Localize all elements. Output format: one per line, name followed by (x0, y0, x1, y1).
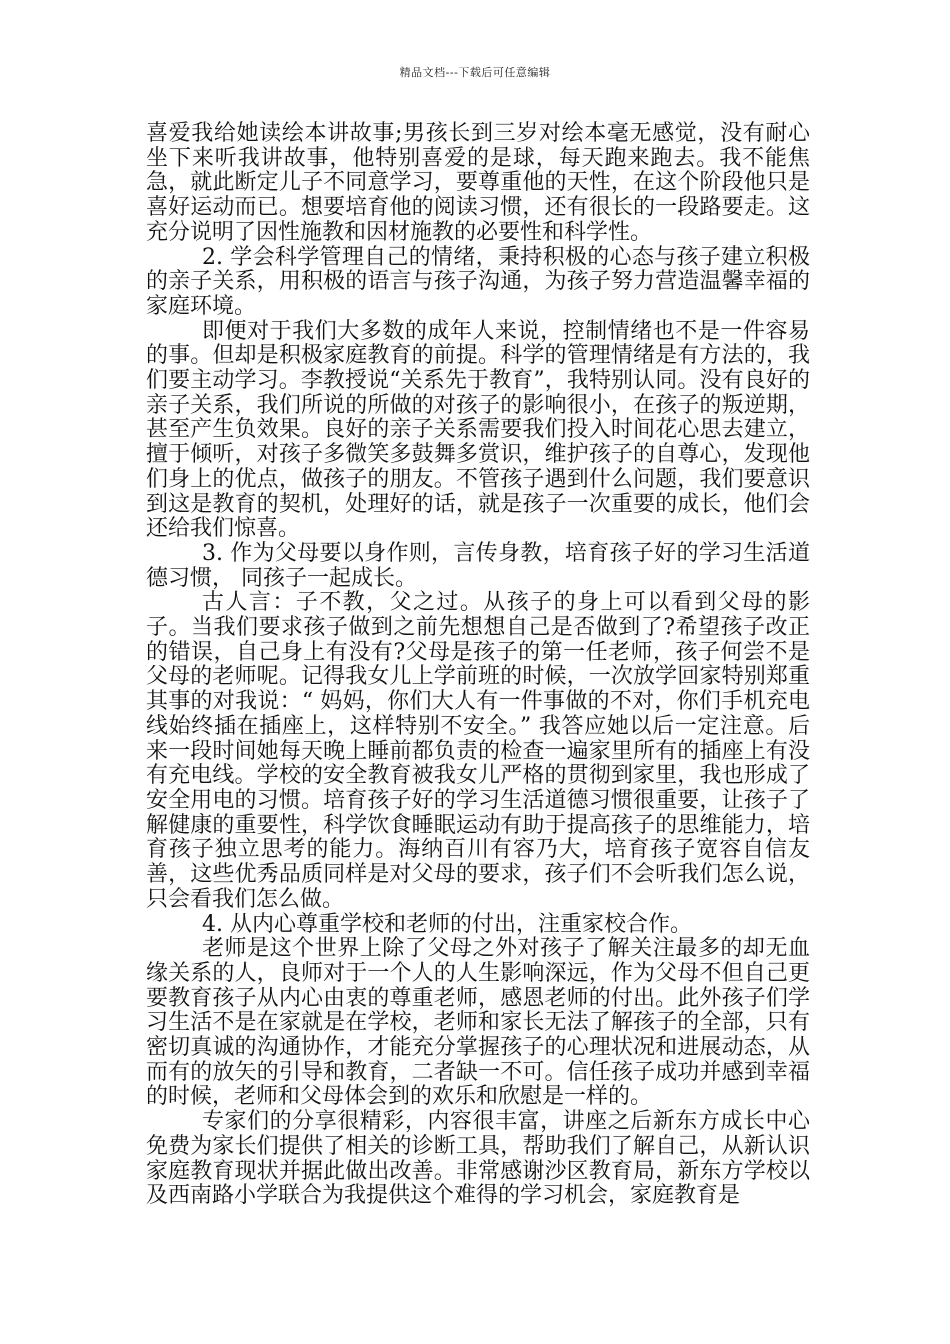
page-header: 精品文档---下载后可任意编辑 (399, 66, 551, 79)
paragraph-6: 4. 从内心尊重学校和老师的付出，注重家校合作。 (202, 911, 692, 937)
paragraph-7: 老师是这个世界上除了父母之外对孩子了解关注最多的却无血缘关系的人，良师对于一个人的人生影响深远，作为父母不但自己更要教育孩子从内心由衷的尊重老师，感恩老师的付出。此外孩子们学习生活不是在家就是在学校，老师和家长无法了解孩子的全部，只有密切真诚的沟通协作，才能充分掌握孩子的心理状况和进展动态，从而有的放矢的引导和教育，二者缺一不可。信任孩子成功并感到幸福的时候，老师和父母体会到的欢乐和欣慰是一样的。 (146, 936, 810, 1110)
paragraph-5: 古人言：子不教，父之过。从孩子的身上可以看到父母的影子。当我们要求孩子做到之前先想想自己是否做到了?希望孩子改正的错误，自己身上有没有?父母是孩子的第一任老师，孩子何尝不是父母的老师呢。记得我女儿上学前班的时候，一次放学回家特别郑重其事的对我说：“ 妈妈，你们大人有一件事做的不对，你们手机充电线始终插在插座上，这样特别不安全。” 我答应她以后一定注意。后来一段时间她每天晚上睡前都负责的检查一遍家里所有的插座上有没有充电线。学校的安全教育被我女儿严格的贯彻到家里，我也形成了安全用电的习惯。培育孩子好的学习生活道德习惯很重要，让孩子了解健康的重要性，科学饮食睡眠运动有助于提高孩子的思维能力，培育孩子独立思考的能力。海纳百川有容乃大，培育孩子宽容自信友善，这些优秀品质同样是对父母的要求，孩子们不会听我们怎么说，只会看我们怎么做。 (146, 590, 810, 912)
paragraph-3: 即便对于我们大多数的成年人来说，控制情绪也不是一件容易的事。但却是积极家庭教育的前提。科学的管理情绪是有方法的，我们要主动学习。李教授说“关系先于教育”，我特别认同。没有良好的亲子关系，我们所说的所做的对孩子的影响很小，在孩子的叛逆期，甚至产生负效果。良好的亲子关系需要我们投入时间花心思去建立，擅于倾听，对孩子多微笑多鼓舞多赏识，维护孩子的自尊心，发现他们身上的优点，做孩子的朋友。不管孩子遇到什么问题，我们要意识到这是教育的契机，处理好的话，就是孩子一次重要的成长，他们会还给我们惊喜。 (146, 318, 810, 542)
paragraph-1: 喜爱我给她读绘本讲故事;男孩长到三岁对绘本毫无感觉，没有耐心坐下来听我讲故事，他特别喜爱的是球，每天跑来跑去。我不能焦急，就此断定儿子不同意学习，要尊重他的天性，在这个阶段他只是喜好运动而已。想要培育他的阅读习惯，还有很长的一段路要走。这充分说明了因性施教和因材施教的必要性和科学性。 (146, 121, 810, 245)
paragraph-8: 专家们的分享很精彩，内容很丰富，讲座之后新东方成长中心免费为家长们提供了相关的诊断工具，帮助我们了解自己，从新认识家庭教育现状并据此做出改善。非常感谢沙区教育局，新东方学校以及西南路小学联合为我提供这个难得的学习机会，家庭教育是 (146, 1109, 810, 1209)
paragraph-2: 2. 学会科学管理自己的情绪，秉持积极的心态与孩子建立积极的亲子关系，用积极的语言与孩子沟通，为孩子努力营造温馨幸福的家庭环境。 (146, 244, 810, 319)
paragraph-4: 3. 作为父母要以身作则，言传身教，培育孩子好的学习生活道德习惯， 同孩子一起成长。 (146, 540, 810, 591)
document-body (146, 122, 810, 1209)
